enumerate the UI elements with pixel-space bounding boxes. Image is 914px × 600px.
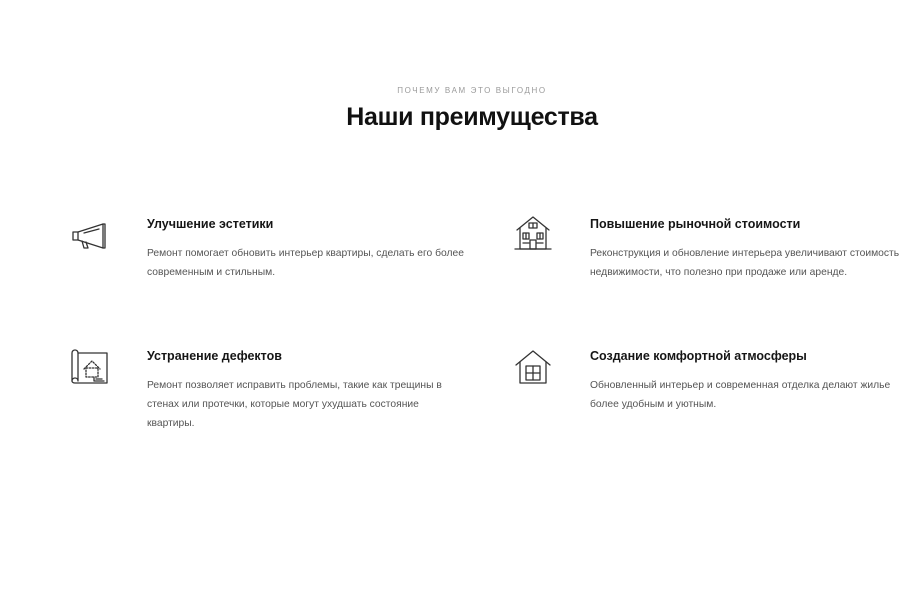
- blueprint-icon: [70, 347, 110, 387]
- house-icon: [513, 213, 553, 253]
- megaphone-icon: [70, 217, 110, 257]
- feature-title: Устранение дефектов: [147, 349, 282, 363]
- feature-title: Улучшение эстетики: [147, 217, 274, 231]
- feature-description: Обновленный интерьер и современная отделка делают жилье более удобным и уютным.: [590, 380, 891, 410]
- home-window-icon: [513, 347, 553, 387]
- section-title: Наши преимущества: [346, 103, 598, 131]
- section-eyebrow: ПОЧЕМУ ВАМ ЭТО ВЫГОДНО: [397, 86, 547, 95]
- feature-description: Ремонт позволяет исправить проблемы, такие как трещины в стенах или протечки, которые могут ухудшать состояние квартиры.: [147, 380, 442, 429]
- feature-title: Создание комфортной атмосферы: [590, 349, 807, 363]
- feature-description: Ремонт помогает обновить интерьер квартиры, сделать его более современным и стильным.: [147, 248, 465, 278]
- feature-title: Повышение рыночной стоимости: [590, 217, 801, 231]
- feature-description: Реконструкция и обновление интерьера увеличивают стоимость недвижимости, что полезно при продаже или аренде.: [590, 248, 900, 278]
